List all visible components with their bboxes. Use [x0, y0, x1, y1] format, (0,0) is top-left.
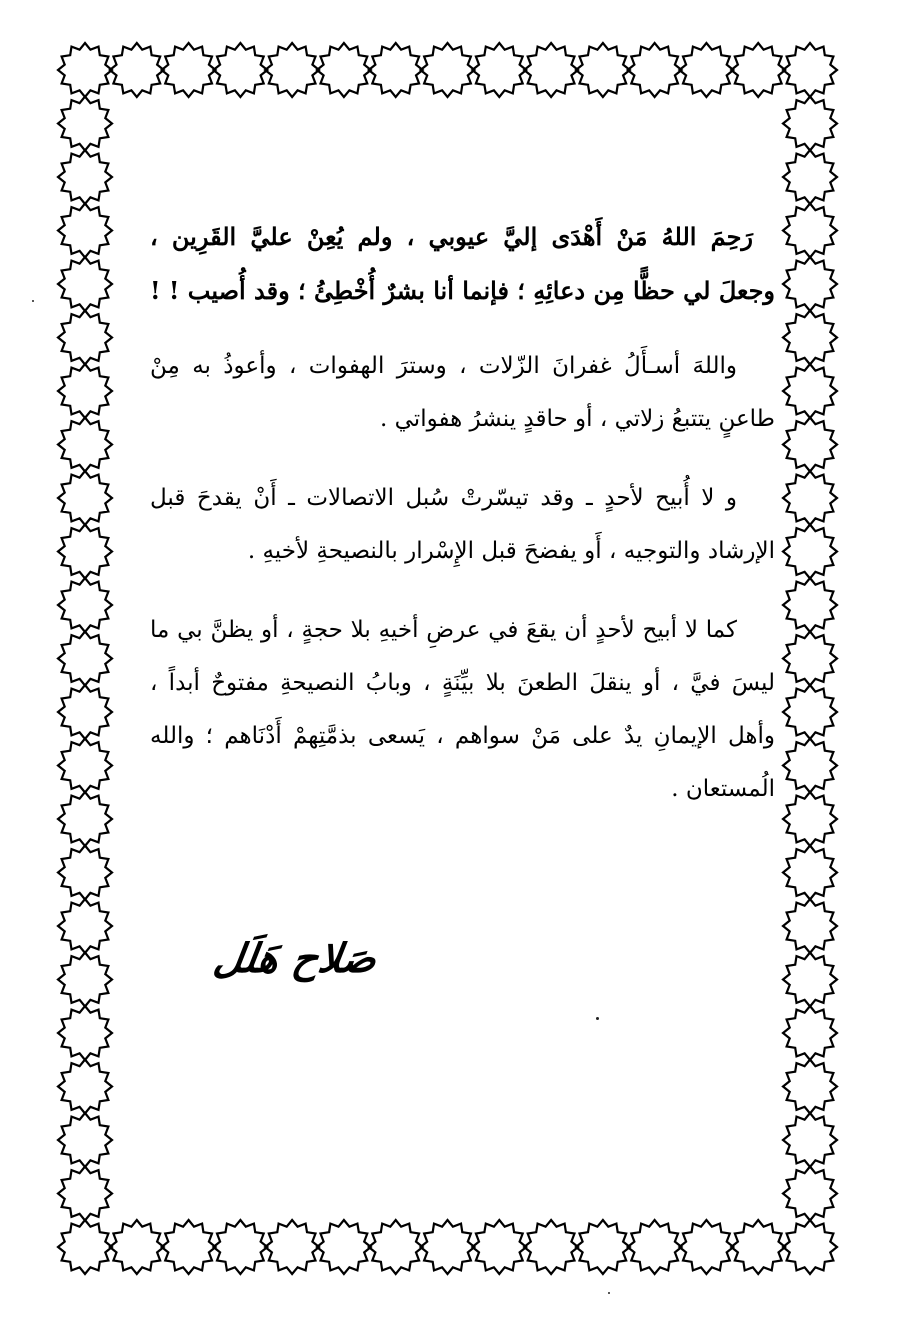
paragraph-4: كما لا أبيح لأحدٍ أن يقعَ في عرضِ أخيهِ بلا حجةٍ ، أو يظنَّ بي ما ليسَ فيَّ ، أو ينقلَ الطعنَ بلا بيِّنَةٍ ، وبابُ النصيحةِ مفتوحٌ أبداً ، وأهل الإيمانِ يدٌ على مَنْ سواهم ، يَسعى بذمَّتِهمْ أَدْنَاهم ؛ والله الُمستعان . — [150, 617, 775, 802]
border-star — [58, 418, 112, 472]
border-star — [58, 1167, 112, 1221]
border-star — [783, 525, 837, 579]
border-star — [58, 899, 112, 953]
border-star — [472, 43, 526, 97]
border-star — [783, 311, 837, 365]
border-star — [369, 1220, 423, 1274]
border-star — [731, 43, 785, 97]
border-star — [58, 204, 112, 258]
border-star — [58, 1220, 112, 1274]
border-star — [110, 1220, 164, 1274]
border-star — [421, 1220, 475, 1274]
border-star — [628, 43, 682, 97]
border-star — [679, 1220, 733, 1274]
border-star — [162, 1220, 216, 1274]
border-star — [731, 1220, 785, 1274]
border-star — [783, 418, 837, 472]
border-star — [783, 899, 837, 953]
border-star — [783, 97, 837, 151]
border-star — [317, 1220, 371, 1274]
border-star — [58, 97, 112, 151]
border-star — [783, 953, 837, 1007]
border-star — [783, 792, 837, 846]
border-star — [110, 43, 164, 97]
border-star — [524, 43, 578, 97]
border-star — [58, 257, 112, 311]
border-star — [58, 311, 112, 365]
border-star — [369, 43, 423, 97]
border-star — [58, 1113, 112, 1167]
border-star — [58, 739, 112, 793]
border-star — [783, 1167, 837, 1221]
border-star — [472, 1220, 526, 1274]
paragraph-1: رَحِمَ اللهُ مَنْ أَهْدَى إليَّ عيوبي ، ولم يُعِنْ عليَّ القَرِين ، وجعلَ لي حظًّا مِن دعائِهِ ؛ فإنما أنا بشرٌ أُخْطِئُ ؛ وقد أُصيب ! ! — [150, 222, 775, 305]
paragraph-3: و لا أُبيح لأحدٍ ـ وقد تيسّرتْ سُبل الاتصالات ـ أَنْ يقدحَ قبل الإرشاد والتوجيه ، أَو يفضحَ قبل الإِسْرار بالنصيحةِ لأخيهِ . — [150, 485, 775, 564]
border-star — [58, 364, 112, 418]
border-star — [783, 685, 837, 739]
border-star — [783, 1060, 837, 1114]
paragraph-2: واللهَ أسـأَلُ غفرانَ الزّلات ، وسترَ الهفوات ، وأعوذُ به مِنْ طاعنٍ يتتبعُ زلاتي ، أو حاقدٍ ينشرُ هفواتي . — [150, 353, 775, 432]
border-star — [58, 685, 112, 739]
border-star — [524, 1220, 578, 1274]
border-star — [58, 953, 112, 1007]
border-star — [783, 364, 837, 418]
border-star — [679, 43, 733, 97]
border-star — [213, 1220, 267, 1274]
border-star — [58, 525, 112, 579]
border-star — [783, 150, 837, 204]
border-star — [628, 1220, 682, 1274]
border-star — [58, 150, 112, 204]
border-star — [265, 43, 319, 97]
border-star — [58, 792, 112, 846]
border-star — [783, 846, 837, 900]
border-star — [783, 204, 837, 258]
border-star — [783, 471, 837, 525]
border-star — [58, 43, 112, 97]
author-signature: صَلاح هَلَل — [210, 935, 380, 982]
border-star — [421, 43, 475, 97]
border-star — [576, 1220, 630, 1274]
page-body — [150, 210, 775, 842]
border-star — [783, 739, 837, 793]
border-star — [783, 1113, 837, 1167]
scan-speck — [596, 1017, 599, 1020]
scan-speck — [32, 300, 34, 302]
scan-speck — [608, 1292, 610, 1294]
border-star — [58, 578, 112, 632]
border-star — [58, 1060, 112, 1114]
border-star — [317, 43, 371, 97]
border-star — [213, 43, 267, 97]
border-star — [783, 632, 837, 686]
border-star — [576, 43, 630, 97]
border-star — [783, 1220, 837, 1274]
border-star — [58, 1006, 112, 1060]
border-star — [265, 1220, 319, 1274]
border-star — [783, 43, 837, 97]
border-star — [58, 632, 112, 686]
border-star — [783, 257, 837, 311]
border-star — [58, 846, 112, 900]
border-star — [58, 471, 112, 525]
border-star — [783, 578, 837, 632]
border-star — [783, 1006, 837, 1060]
border-star — [162, 43, 216, 97]
